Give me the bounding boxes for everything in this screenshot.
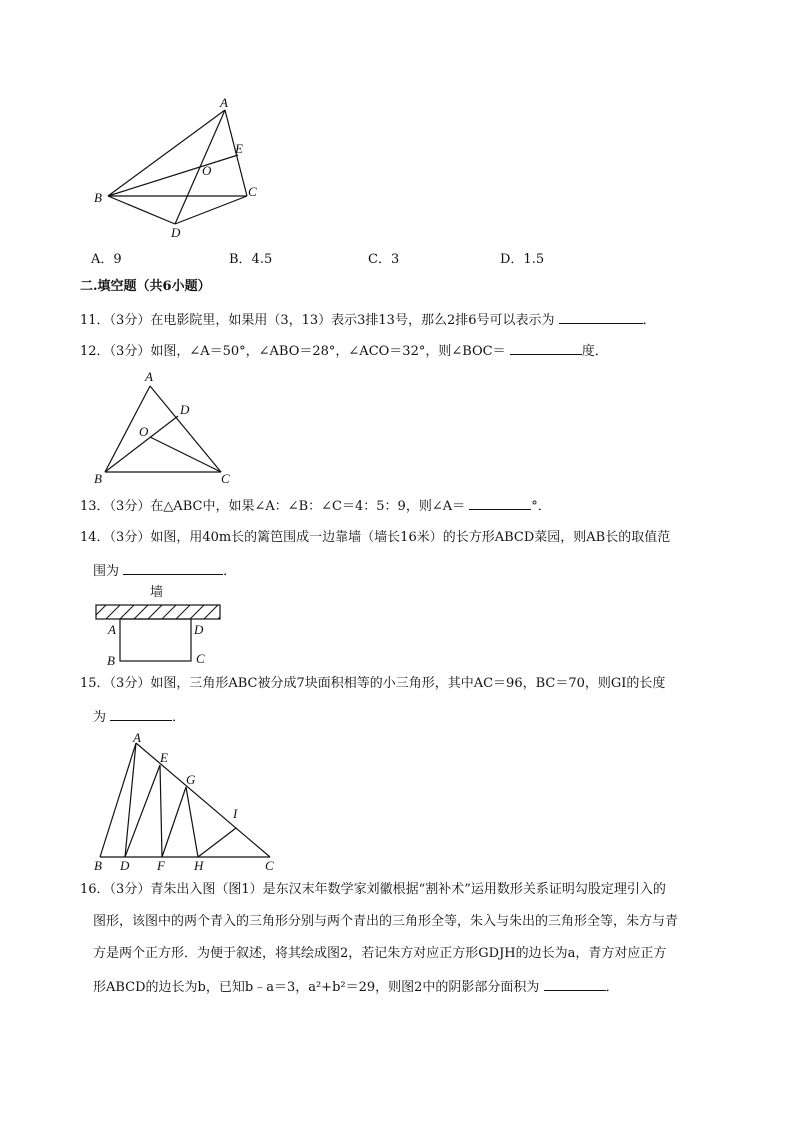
question-15-line1: 15．（3分）如图，三角形ABC被分成7块面积相等的小三角形，其中AC＝96，BC＝70，则GI的长度 bbox=[80, 676, 666, 691]
wall-label: 墙 bbox=[150, 584, 164, 599]
label-C: C bbox=[265, 858, 274, 873]
figure-q15 bbox=[90, 730, 280, 875]
label-C: C bbox=[248, 184, 257, 199]
q15-answer-blank[interactable] bbox=[110, 706, 172, 721]
label-O: O bbox=[202, 163, 212, 178]
label-B: B bbox=[107, 653, 115, 668]
question-14-line1: 14．（3分）如图，用40m长的篱笆围成一边靠墙（墙长16米）的长方形ABCD菜园，则AB长的取值范 bbox=[80, 530, 671, 545]
q15-line2-text: 为 bbox=[93, 710, 107, 725]
q16-answer-blank[interactable] bbox=[544, 976, 606, 991]
option-d: D．1.5 bbox=[500, 252, 545, 267]
question-13 bbox=[80, 495, 551, 517]
question-16-line4 bbox=[93, 976, 619, 998]
q11-answer-blank[interactable] bbox=[559, 309, 643, 324]
label-A: A bbox=[145, 369, 153, 384]
q12-text: 12．（3分）如图，∠A＝50°，∠ABO＝28°，∠ACO＝32°，则∠BOC＝ bbox=[80, 344, 506, 359]
label-D: D bbox=[194, 622, 204, 637]
option-b: B．4.5 bbox=[229, 252, 273, 267]
label-B: B bbox=[94, 190, 102, 205]
label-F: F bbox=[157, 858, 165, 873]
question-16-line1: 16．（3分）青朱出入图（图1）是东汉末年数学家刘徽根据“割补术”运用数形关系证明勾股定理引入的 bbox=[80, 882, 666, 897]
section-title: 二.填空题（共6小题） bbox=[80, 279, 211, 294]
option-c: C．3 bbox=[368, 252, 400, 267]
label-D: D bbox=[120, 858, 130, 873]
q14-answer-blank[interactable] bbox=[123, 560, 223, 575]
q11-text: 11．（3分）在电影院里，如果用（3，13）表示3排13号，那么2排6号可以表示为 bbox=[80, 313, 555, 328]
label-I: I bbox=[233, 806, 238, 821]
figure-q12 bbox=[88, 368, 238, 488]
figure-q10 bbox=[85, 90, 265, 240]
label-A: A bbox=[133, 730, 141, 745]
label-G: G bbox=[186, 772, 196, 787]
label-D: D bbox=[171, 225, 181, 240]
q16-line4-text: 形ABCD的边长为b，已知b﹣a＝3，a²+b²＝29，则图2中的阴影部分面积为 bbox=[93, 980, 540, 995]
q16-end: ． bbox=[605, 980, 619, 995]
label-A: A bbox=[220, 95, 228, 110]
label-B: B bbox=[94, 471, 102, 486]
label-H: H bbox=[194, 858, 204, 873]
q13-answer-blank[interactable] bbox=[469, 495, 531, 510]
q13-text: 13．（3分）在△ABC中，如果∠A：∠B：∠C＝4：5：9，则∠A＝ bbox=[80, 499, 466, 514]
label-C: C bbox=[221, 471, 230, 486]
garden-rectangle bbox=[120, 619, 191, 661]
q14-end: ． bbox=[223, 564, 237, 579]
question-16-line3: 方是两个正方形．为便于叙述，将其绘成图2，若记朱方对应正方形GDJH的边长为a，青方对应正方 bbox=[93, 946, 667, 961]
label-C: C bbox=[196, 651, 205, 666]
option-a: A．9 bbox=[91, 252, 122, 267]
question-15-line2 bbox=[93, 706, 185, 728]
question-16-line2: 图形，该图中的两个青入的三角形分别与两个青出的三角形全等，朱入与朱出的三角形全等，朱方与青 bbox=[93, 914, 679, 929]
question-12 bbox=[80, 340, 608, 362]
q11-end: ． bbox=[642, 313, 656, 328]
figure-q14 bbox=[90, 580, 230, 670]
label-A: A bbox=[108, 622, 116, 637]
q15-end: ． bbox=[172, 710, 186, 725]
label-O: O bbox=[139, 424, 149, 439]
label-D: D bbox=[180, 402, 190, 417]
label-B: B bbox=[94, 858, 102, 873]
q14-line2-text: 围为 bbox=[93, 564, 120, 579]
label-E: E bbox=[235, 141, 243, 156]
q12-answer-blank[interactable] bbox=[510, 340, 582, 355]
label-E: E bbox=[160, 750, 168, 765]
question-11 bbox=[80, 309, 656, 331]
q12-end: 度． bbox=[581, 344, 608, 359]
q13-end: °． bbox=[531, 499, 551, 514]
question-14-line2 bbox=[93, 560, 236, 582]
